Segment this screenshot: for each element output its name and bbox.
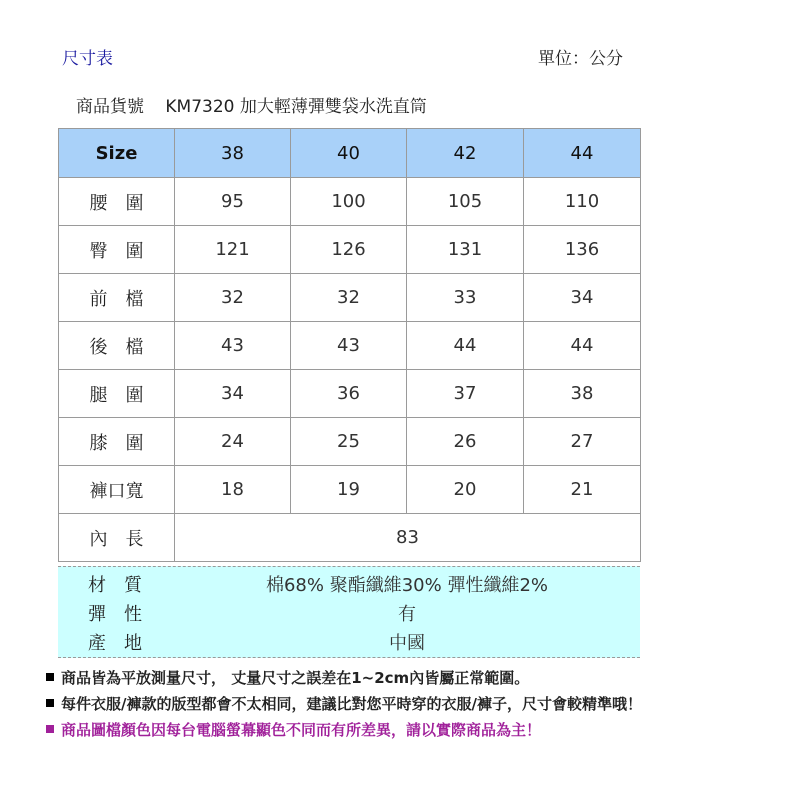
page-title: 尺寸表: [62, 49, 113, 69]
table-cell: 24: [175, 418, 291, 466]
size-table: [58, 128, 641, 562]
product-code: KM7320 加大輕薄彈雙袋水洗直筒: [165, 97, 427, 117]
note-text: 商品圖檔顏色因每台電腦螢幕顯色不同而有所差異，請以實際商品為主！: [61, 721, 542, 739]
table-cell: 38: [524, 370, 641, 418]
inseam-value-cell: 83: [175, 514, 641, 562]
table-cell: 44: [524, 322, 641, 370]
bullet-square-icon: [46, 699, 54, 707]
table-cell: 25: [291, 418, 407, 466]
table-cell: 34: [175, 370, 291, 418]
row-label: 後 檔: [59, 322, 175, 370]
table-cell: 44: [407, 322, 524, 370]
note-item: [46, 668, 642, 694]
table-cell: 33: [407, 274, 524, 322]
table-cell: 32: [291, 274, 407, 322]
row-label: 前 檔: [59, 274, 175, 322]
size-header-row: [59, 129, 641, 178]
material-panel: [58, 566, 640, 658]
origin-label: 產 地: [88, 633, 142, 654]
size-header-cell: 42: [407, 129, 524, 178]
table-row: [59, 322, 641, 370]
elasticity-label: 彈 性: [88, 604, 142, 625]
size-header-cell: 44: [524, 129, 641, 178]
product-label: 商品貨號: [76, 97, 144, 117]
note-item: [46, 720, 642, 746]
row-label: 腰 圍: [59, 178, 175, 226]
origin-value: 中國: [389, 633, 425, 654]
table-row-inseam: [59, 514, 641, 562]
table-cell: 21: [524, 466, 641, 514]
row-label: 膝 圍: [59, 418, 175, 466]
table-cell: 20: [407, 466, 524, 514]
table-cell: 27: [524, 418, 641, 466]
material-label: 材 質: [88, 575, 142, 596]
note-text: 商品皆為平放測量尺寸， 丈量尺寸之誤差在1~2cm內皆屬正常範圍。: [61, 669, 530, 687]
notes-list: [46, 668, 642, 746]
origin-row: [58, 629, 640, 657]
product-info: [76, 92, 427, 117]
table-cell: 105: [407, 178, 524, 226]
table-cell: 110: [524, 178, 641, 226]
table-cell: 36: [291, 370, 407, 418]
table-row: [59, 466, 641, 514]
row-label: 內 長: [59, 514, 175, 562]
material-value: 棉68% 聚酯纖維30% 彈性纖維2%: [265, 575, 548, 596]
table-cell: 131: [407, 226, 524, 274]
bullet-square-icon: [46, 673, 54, 681]
size-header-cell: 38: [175, 129, 291, 178]
table-cell: 136: [524, 226, 641, 274]
size-corner-cell: Size: [59, 129, 175, 178]
table-cell: 43: [175, 322, 291, 370]
table-cell: 121: [175, 226, 291, 274]
note-item: [46, 694, 642, 720]
table-row: [59, 274, 641, 322]
elasticity-value: 有: [398, 604, 416, 625]
table-cell: 34: [524, 274, 641, 322]
row-label: 腿 圍: [59, 370, 175, 418]
table-cell: 18: [175, 466, 291, 514]
table-cell: 32: [175, 274, 291, 322]
table-cell: 43: [291, 322, 407, 370]
note-text: 每件衣服/褲款的版型都會不太相同，建議比對您平時穿的衣服/褲子，尺寸會較精準哦！: [61, 695, 642, 713]
unit-label: 單位：公分: [538, 49, 623, 69]
table-cell: 95: [175, 178, 291, 226]
row-label: 褲口寬: [59, 466, 175, 514]
table-row: [59, 178, 641, 226]
table-cell: 100: [291, 178, 407, 226]
size-header-cell: 40: [291, 129, 407, 178]
table-row: [59, 418, 641, 466]
elasticity-row: [58, 600, 640, 628]
table-cell: 19: [291, 466, 407, 514]
material-row: [58, 571, 640, 599]
table-cell: 37: [407, 370, 524, 418]
table-cell: 26: [407, 418, 524, 466]
bullet-square-icon: [46, 725, 54, 733]
table-cell: 126: [291, 226, 407, 274]
row-label: 臀 圍: [59, 226, 175, 274]
table-row: [59, 226, 641, 274]
table-row: [59, 370, 641, 418]
